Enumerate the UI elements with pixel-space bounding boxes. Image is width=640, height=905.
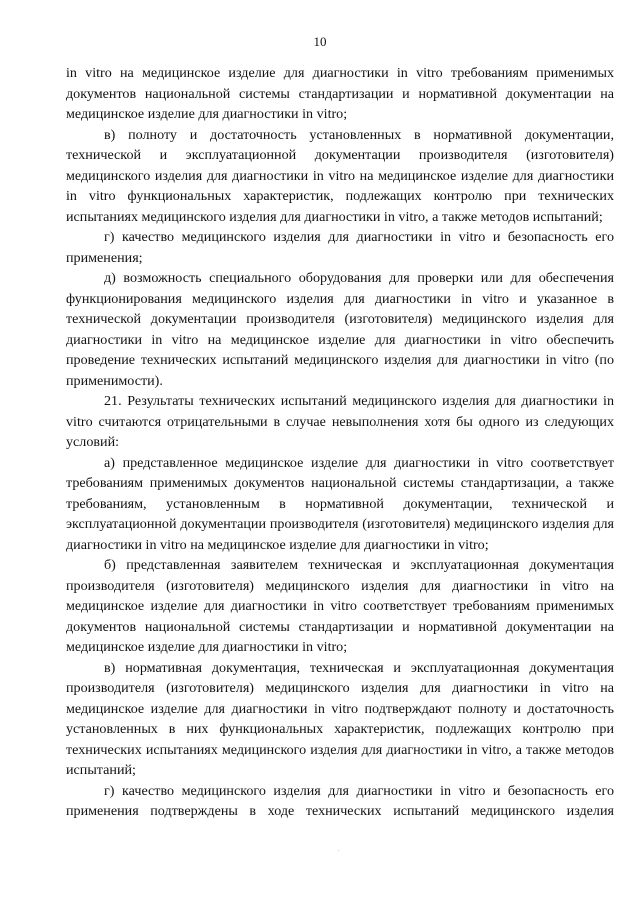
paragraph-item-g: г) качество медицинского изделия для диагностики in vitro и безопасность его применения; <box>66 229 614 266</box>
page-number: 10 <box>313 34 327 49</box>
paragraph-item-v-2: в) нормативная документация, техническая и эксплуатационная документация производителя (изготовителя) медицинского изделия для диагностики in vitro на медицинское изделие для диагностики in vitro подтверждают полноту и достаточность установленных в них функциональных характеристик, подлежащих контролю при технических испытаниях медицинского изделия для диагностики in vitro, а также методов испытаний; <box>66 659 614 778</box>
paragraph-item-a: а) представленное медицинское изделие для диагностики in vitro соответствует требованиям применимых документов национальной системы стандартизации, а также требованиям, установленным в нормативной документации, технической и эксплуатационной документации производителя (изготовителя) медицинского изделия для диагностики in vitro на медицинское изделие для диагностики in vitro; <box>66 454 614 553</box>
paragraph-item-b: б) представленная заявителем техническая и эксплуатационная документация производителя (изготовителя) медицинского изделия для диагностики in vitro на медицинское изделие для диагностики in vitro соответствует требованиям применимых документов национальной системы стандартизации и нормативной документации на медицинское изделие для диагностики in vitro; <box>66 557 614 655</box>
scan-speck <box>338 850 339 851</box>
paragraph-continuation: in vitro на медицинское изделие для диагностики in vitro требованиям применимых документов национальной системы стандартизации и нормативной документации на медицинское изделие для диагностики in vitro; <box>66 65 614 122</box>
document-body <box>66 63 614 822</box>
paragraph-item-v: в) полноту и достаточность установленных в нормативной документации, технической и эксплуатационной документации производителя (изготовителя) медицинского изделия для диагностики in vitro на медицинское изделие для диагностики in vitro функциональных характеристик, подлежащих контролю при технических испытаниях медицинского изделия для диагностики in vitro, а также методов испытаний; <box>66 126 614 225</box>
paragraph-item-d: д) возможность специального оборудования для проверки или для обеспечения функционирования медицинского изделия для диагностики in vitro и указанное в технической документации производителя (изготовителя) медицинского изделия для диагностики in vitro на медицинское изделие для диагностики in vitro обеспечить проведение технических испытаний медицинского изделия для диагностики in vitro (по применимости). <box>66 270 614 389</box>
paragraph-clause-21: 21. Результаты технических испытаний медицинского изделия для диагностики in vitro считаются отрицательными в случае невыполнения хотя бы одного из следующих условий: <box>66 393 614 450</box>
paragraph-item-g-2: г) качество медицинского изделия для диагностики in vitro и безопасность его применения подтверждены в ходе технических испытаний медицинского изделия <box>66 782 614 819</box>
